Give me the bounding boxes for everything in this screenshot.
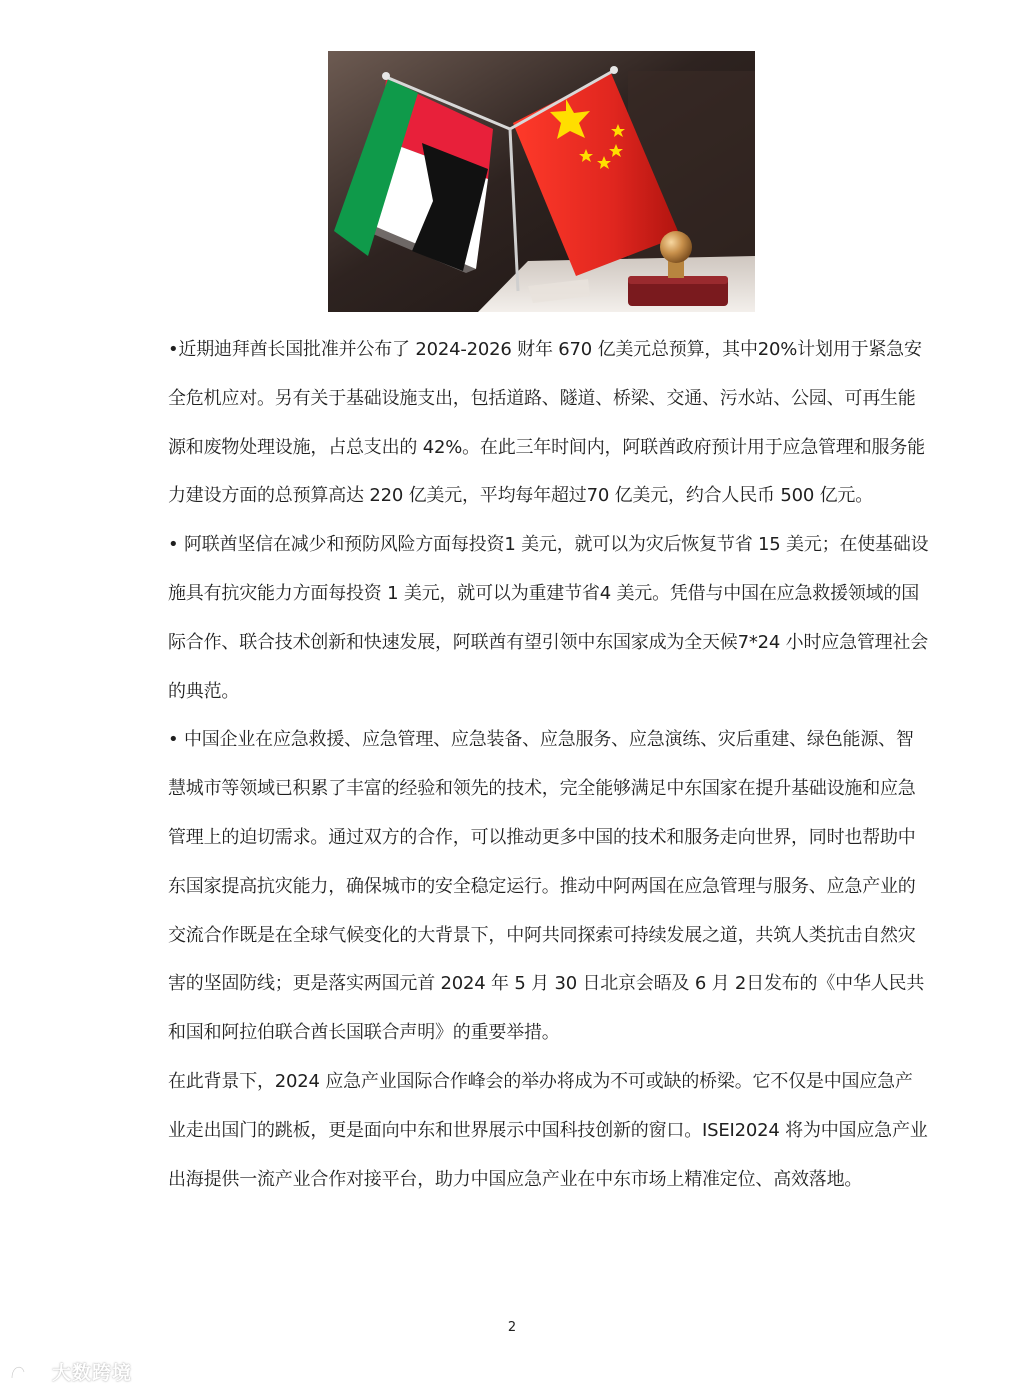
paragraph-summit-context: 在此背景下，2024 应急产业国际合作峰会的举办将成为不可或缺的桥梁。它不仅是中国应急产业走出国门的跳板，更是面向中东和世界展示中国科技创新的窗口。ISEI2024 将为中国应急产业出海提供一流产业合作对接平台，助力中国应急产业在中东市场上精准定位、高效落地。 [168, 1070, 928, 1190]
watermark [8, 1356, 132, 1386]
paragraph-risk-investment: • 阿联酋坚信在减少和预防风险方面每投资1 美元，就可以为灾后恢复节省 15 美元；在使基础设施具有抗灾能力方面每投资 1 美元，就可以为重建节省4 美元。凭借与中国在应急救援领域的国际合作、联合技术创新和快速发展，阿联酋有望引领中东国家成为全天候7*24 小时应急管理社会的典范。 [168, 534, 929, 702]
body-text [168, 326, 930, 1204]
flags-photo [328, 51, 755, 312]
page-number: 2 [507, 1320, 517, 1335]
uae-china-desk-flags-photo [328, 51, 755, 312]
paragraph-chinese-enterprises: • 中国企业在应急救援、应急管理、应急装备、应急服务、应急演练、灾后重建、绿色能源、智慧城市等领域已积累了丰富的经验和领先的技术，完全能够满足中东国家在提升基础设施和应急管理上的迫切需求。通过双方的合作，可以推动更多中国的技术和服务走向世界，同时也帮助中东国家提高抗灾能力，确保城市的安全稳定运行。推动中阿两国在应急管理与服务、应急产业的交流合作既是在全球气候变化的大背景下，中阿共同探索可持续发展之道，共筑人类抗击自然灾害的坚固防线；更是落实两国元首 2024 年 5 月 30 日北京会晤及 6 月 2日发布的《中华人民共和国和阿拉伯联合酋长国联合声明》的重要举措。 [168, 729, 925, 1044]
paragraph-dubai-budget: •近期迪拜酋长国批准并公布了 2024-2026 财年 670 亿美元总预算，其中20%计划用于紧急安全危机应对。另有关于基础设施支出，包括道路、隧道、桥梁、交通、污水站、公园、可再生能源和废物处理设施，占总支出的 42%。在此三年时间内，阿联酋政府预计用于应急管理和服务能力建设方面的总预算高达 220 亿美元，平均每年超过70 亿美元，约合人民币 500 亿元。 [168, 339, 925, 507]
watermark-logo-icon [8, 1358, 48, 1384]
watermark-text: 大数跨境 [52, 1361, 133, 1384]
